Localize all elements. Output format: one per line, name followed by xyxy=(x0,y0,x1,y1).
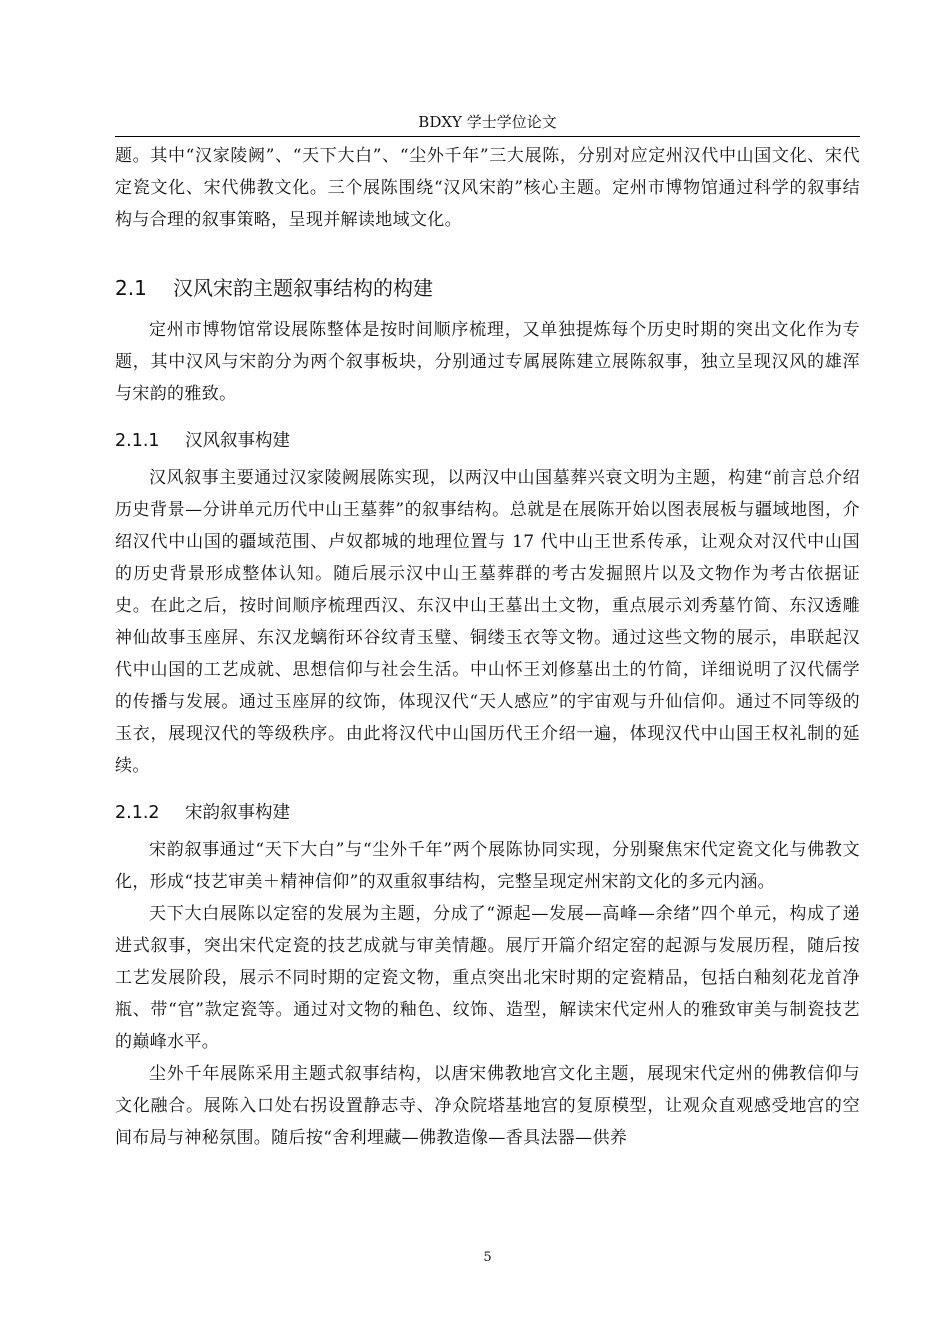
paragraph: 汉风叙事主要通过汉家陵阙展陈实现，以两汉中山国墓葬兴衰文明为主题，构建“前言总介绍历史背景—分讲单元历代中山王墓葬”的叙事结构。总就是在展陈开始以图表展板与疆域地图，介绍汉代中山国的疆域范围、卢奴都城的地理位置与 17 代中山王世系传承，让观众对汉代中山国的历史背景形成整体认知。随后展示汉中山王墓葬群的考古发掘照片以及文物作为考古依据证史。在此之后，按时间顺序梳理西汉、东汉中山王墓出土文物，重点展示刘秀墓竹简、东汉透雕神仙故事玉座屏、东汉龙螭衔环谷纹青玉璧、铜缕玉衣等文物。通过这些文物的展示，串联起汉代中山国的工艺成就、思想信仰与社会生活。中山怀王刘修墓出土的竹简，详细说明了汉代儒学的传播与发展。通过玉座屏的纹饰，体现汉代“天人感应”的宇宙观与升仙信仰。通过不同等级的玉衣，展现汉代的等级秩序。由此将汉代中山国历代王介绍一遍，体现汉代中山国王权礼制的延续。 xyxy=(115,468,860,776)
section-heading-2-1-1 xyxy=(115,426,860,456)
header-rule xyxy=(115,136,860,137)
paragraph: 宋韵叙事通过“天下大白”与“尘外千年”两个展陈协同实现，分别聚焦宋代定瓷文化与佛教文化，形成“技艺审美＋精神信仰”的双重叙事结构，完整呈现定州宋韵文化的多元内涵。 xyxy=(115,840,860,892)
running-header: BDXY 学士学位论文 xyxy=(418,113,557,131)
paragraph-continued: 题。其中“汉家陵阙”、“天下大白”、“尘外千年”三大展陈，分别对应定州汉代中山国文化、宋代定瓷文化、宋代佛教文化。三个展陈围绕“汉风宋韵”核心主题。定州市博物馆通过科学的叙事结构与合理的叙事策略，呈现并解读地域文化。 xyxy=(115,146,860,230)
section-number: 2.1 xyxy=(115,276,147,300)
section-title: 宋韵叙事构建 xyxy=(185,803,290,823)
section-heading-2-1-2 xyxy=(115,798,860,828)
section-title: 汉风宋韵主题叙事结构的构建 xyxy=(173,276,433,300)
section-number: 2.1.2 xyxy=(115,803,160,823)
paragraph: 定州市博物馆常设展陈整体是按时间顺序梳理，又单独提炼每个历史时期的突出文化作为专题，其中汉风与宋韵分为两个叙事板块，分别通过专属展陈建立展陈叙事，独立呈现汉风的雄浑与宋韵的雅致。 xyxy=(115,320,860,404)
section-heading-2-1 xyxy=(115,272,860,304)
section-number: 2.1.1 xyxy=(115,431,160,451)
page-number: 5 xyxy=(483,1250,492,1265)
paragraph: 尘外千年展陈采用主题式叙事结构，以唐宋佛教地宫文化主题，展现宋代定州的佛教信仰与文化融合。展陈入口处右拐设置静志寺、净众院塔基地宫的复原模型，让观众直观感受地宫的空间布局与神秘氛围。随后按“舍利埋藏—佛教造像—香具法器—供养 xyxy=(115,1064,860,1148)
section-title: 汉风叙事构建 xyxy=(185,431,290,451)
page-body xyxy=(115,140,860,1154)
paragraph: 天下大白展陈以定窑的发展为主题，分成了“源起—发展—高峰—余绪”四个单元，构成了递进式叙事，突出宋代定瓷的技艺成就与审美情趣。展厅开篇介绍定窑的起源与发展历程，随后按工艺发展阶段，展示不同时期的定瓷文物，重点突出北宋时期的定瓷精品，包括白釉刻花龙首净瓶、带“官”款定瓷等。通过对文物的釉色、纹饰、造型，解读宋代定州人的雅致审美与制瓷技艺的巅峰水平。 xyxy=(115,904,860,1052)
